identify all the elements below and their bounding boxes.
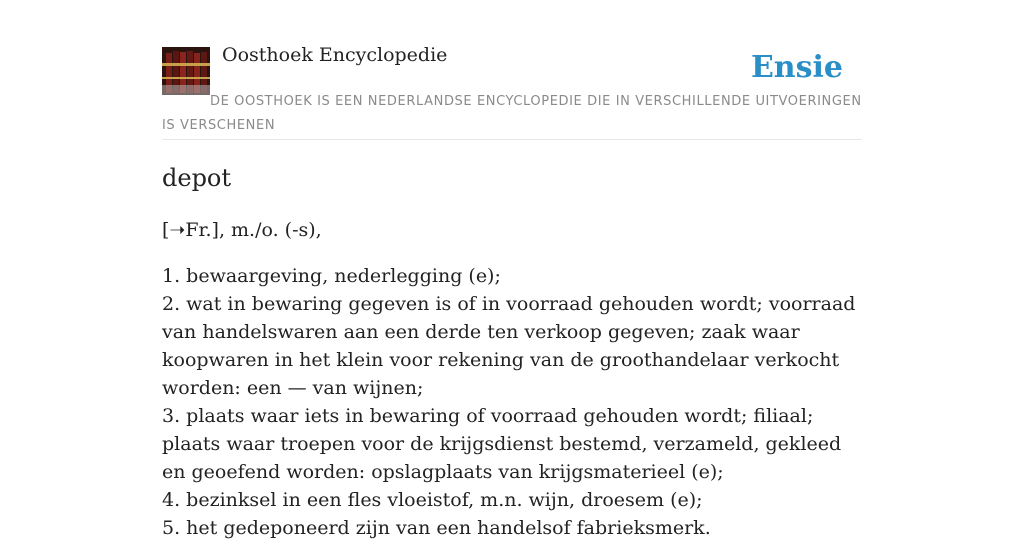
definition-item: 2. wat in bewaring gegeven is of in voorraad gehouden wordt; voorraad van handelswaren aan een derde ten verkoop gegeven; zaak waar koopwaren in het klein voor rekening van de groothandelaar verkocht worden: een — van wijnen; (162, 293, 856, 399)
entry-content (162, 158, 862, 542)
site-avatar[interactable] (162, 47, 210, 95)
site-title-link[interactable]: Oosthoek Encyclopedie (222, 44, 448, 66)
entry-etymology: [➝Fr.], m./o. (-s), (162, 219, 322, 241)
definition-item: 1. bewaargeving, nederlegging (e); (162, 265, 501, 287)
definition-item: 5. het gedeponeerd zijn van een handelsof fabrieksmerk. (162, 517, 711, 539)
site-tagline: DE OOSTHOEK IS EEN NEDERLANDSE ENCYCLOPEDIE DIE IN VERSCHILLENDE UITVOERINGEN IS VERSCHENEN (162, 94, 862, 133)
ensie-logo-link[interactable]: Ensie (750, 50, 843, 85)
definition-item: 3. plaats waar iets in bewaring of voorraad gehouden wordt; filiaal; plaats waar troepen voor de krijgsdienst bestemd, verzameld, gekleed en geoefend worden: opslagplaats van krijgsmaterieel (e); (162, 405, 842, 483)
encyclopedia-books-icon (162, 47, 210, 95)
entry-title: depot (162, 164, 232, 192)
entry-definitions (162, 262, 862, 542)
site-header (162, 0, 862, 140)
definition-item: 4. bezinksel in een fles vloeistof, m.n. wijn, droesem (e); (162, 489, 703, 511)
